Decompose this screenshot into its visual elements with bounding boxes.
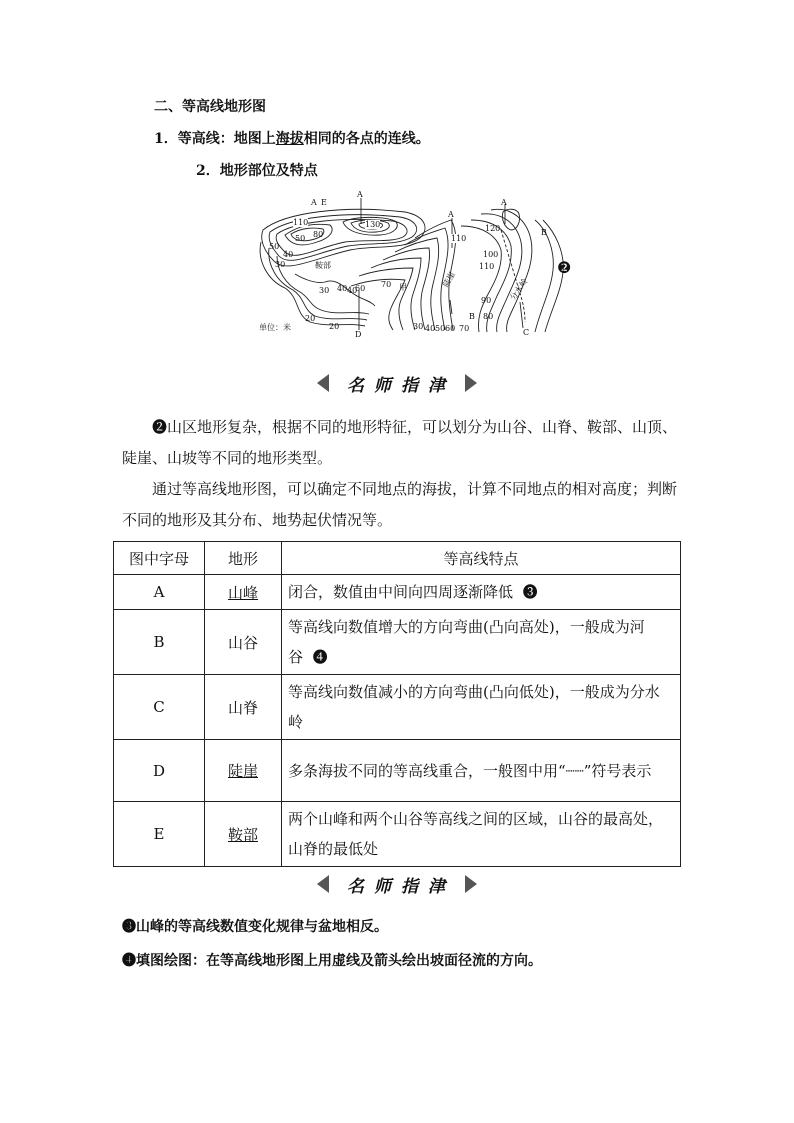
map-elev-50: 50 [269, 242, 280, 251]
table-cell-terrain: 山谷 [205, 610, 282, 675]
table-cell-desc: 两个山峰和两个山谷等高线之间的区域，山谷的最高处，山脊的最低处 [282, 802, 681, 867]
tip-3 [122, 916, 388, 936]
table-cell-desc-marker: ❹ [312, 648, 328, 666]
banner-text: 名师指津 [347, 375, 455, 396]
map-elev-100: 100 [483, 250, 499, 259]
paragraph-1-marker: ❷ [152, 418, 168, 436]
item-2: 2．地形部位及特点 [196, 163, 318, 179]
table-cell-terrain: 山脊 [205, 675, 282, 740]
table-row [114, 675, 681, 740]
table-row [114, 575, 681, 610]
map-elev-130: 130 [365, 220, 381, 229]
table-cell-letter: C [114, 675, 205, 740]
paragraph-2-text: 通过等高线地形图，可以确定不同地点的海拔，计算不同地点的相对高度；判断不同的地形及其分布、地势起伏情况等。 [122, 480, 678, 529]
table-cell-desc-text: 等高线向数值增大的方向弯曲(凸向高处)，一般成为河谷 [288, 618, 645, 666]
tip-3-marker: ❸ [122, 919, 136, 935]
table-cell-desc-text: 闭合，数值由中间向四周逐渐降低 [288, 583, 514, 601]
table-header-features: 等高线特点 [282, 542, 681, 575]
map-marker-2: ❷ [557, 258, 572, 277]
table-cell-desc: 等高线向数值减小的方向弯曲(凸向低处)，一般成为分水岭 [282, 675, 681, 740]
map-letter-c: C [523, 328, 530, 337]
map-elev-70: 70 [381, 280, 392, 289]
table-cell-letter: E [114, 802, 205, 867]
map-elev-50b: 50 [435, 324, 446, 333]
table-cell-terrain: 鞍部 [205, 802, 282, 867]
map-elev-30: 30 [275, 260, 286, 269]
terrain-table [113, 541, 681, 867]
table-cell-letter: D [114, 740, 205, 802]
map-elev-110b: 110 [451, 234, 467, 243]
table-cell-desc-marker: ❸ [522, 583, 538, 601]
contour-map-labels [255, 190, 585, 340]
map-elev-60: 60 [355, 284, 366, 293]
map-elev-80b: 80 [483, 312, 494, 321]
table-header-letter: 图中字母 [114, 542, 205, 575]
map-elev-20b: 20 [329, 322, 340, 331]
banner-text: 名师指津 [347, 876, 455, 897]
banner-left-arrow-icon [317, 875, 329, 893]
table-cell-letter: A [114, 575, 205, 610]
map-label-jia: 甲 [399, 283, 407, 292]
map-letter-a1: A [311, 198, 317, 207]
tip-4-text: 填图绘图：在等高线地形图上用虚线及箭头绘出坡面径流的方向。 [136, 953, 542, 969]
map-elev-60b: 60 [445, 324, 456, 333]
map-label-cliff: 陡崖 [441, 270, 457, 289]
tip-4 [122, 950, 542, 970]
paragraph-1-text: 山区地形复杂，根据不同的地形特征，可以划分为山谷、山脊、鞍部、山顶、陡崖、山坡等不同的地形类型。 [122, 418, 678, 467]
tip-3-text: 山峰的等高线数值变化规律与盆地相反。 [136, 919, 388, 935]
banner-left-arrow-icon [317, 374, 329, 392]
item-1-prefix: 1．等高线：地图上 [154, 131, 276, 147]
map-elev-80: 80 [313, 230, 324, 239]
item-1-suffix: 相同的各点的连线。 [303, 131, 430, 147]
map-elev-40b: 40 [337, 284, 348, 293]
table-cell-terrain: 山峰 [205, 575, 282, 610]
map-elev-90: 90 [481, 296, 492, 305]
map-label-watershed: 分水岭 [508, 277, 530, 302]
map-letter-a2: A [357, 190, 363, 199]
tip-4-marker: ❹ [122, 953, 136, 969]
map-elev-40d: 40 [347, 286, 358, 295]
map-letter-e: E [321, 198, 327, 207]
table-cell-desc [282, 575, 681, 610]
map-elev-50b: 50 [295, 234, 306, 243]
map-label-saddle: 鞍部 [315, 261, 331, 270]
map-letter-a3: A [448, 210, 454, 219]
map-elev-120: 120 [485, 224, 501, 233]
map-elev-40: 40 [283, 250, 294, 259]
table-cell-letter: B [114, 610, 205, 675]
paragraph-2 [122, 474, 682, 536]
map-elev-20a: 20 [305, 314, 316, 323]
map-unit-label: 单位：米 [259, 323, 291, 332]
table-row [114, 740, 681, 802]
map-elev-40c: 40 [425, 324, 436, 333]
map-letter-d: D [355, 330, 362, 339]
table-cell-desc [282, 610, 681, 675]
table-header-terrain: 地形 [205, 542, 282, 575]
section-heading: 二、等高线地形图 [154, 99, 266, 115]
map-elev-30b: 30 [319, 286, 330, 295]
map-elev-30c: 30 [413, 322, 424, 331]
map-elev-70b: 70 [459, 324, 470, 333]
table-cell-desc: 多条海拔不同的等高线重合，一般图中用“┈┈”符号表示 [282, 740, 681, 802]
item-1 [154, 128, 430, 148]
table-cell-terrain: 陡崖 [205, 740, 282, 802]
item-1-underlined: 海拔 [275, 131, 304, 147]
map-elev-110c: 110 [479, 262, 495, 271]
tip-banner-1 [0, 369, 794, 397]
banner-right-arrow-icon [465, 374, 477, 392]
paragraph-1 [122, 412, 682, 474]
map-letter-b2: B [469, 312, 475, 321]
table-row [114, 610, 681, 675]
table-row [114, 802, 681, 867]
map-elev-110: 110 [293, 218, 309, 227]
banner-right-arrow-icon [465, 875, 477, 893]
map-letter-a4: A [501, 198, 507, 207]
map-letter-b1: B [541, 228, 547, 237]
table-header-row [114, 542, 681, 575]
tip-banner-2 [0, 870, 794, 898]
